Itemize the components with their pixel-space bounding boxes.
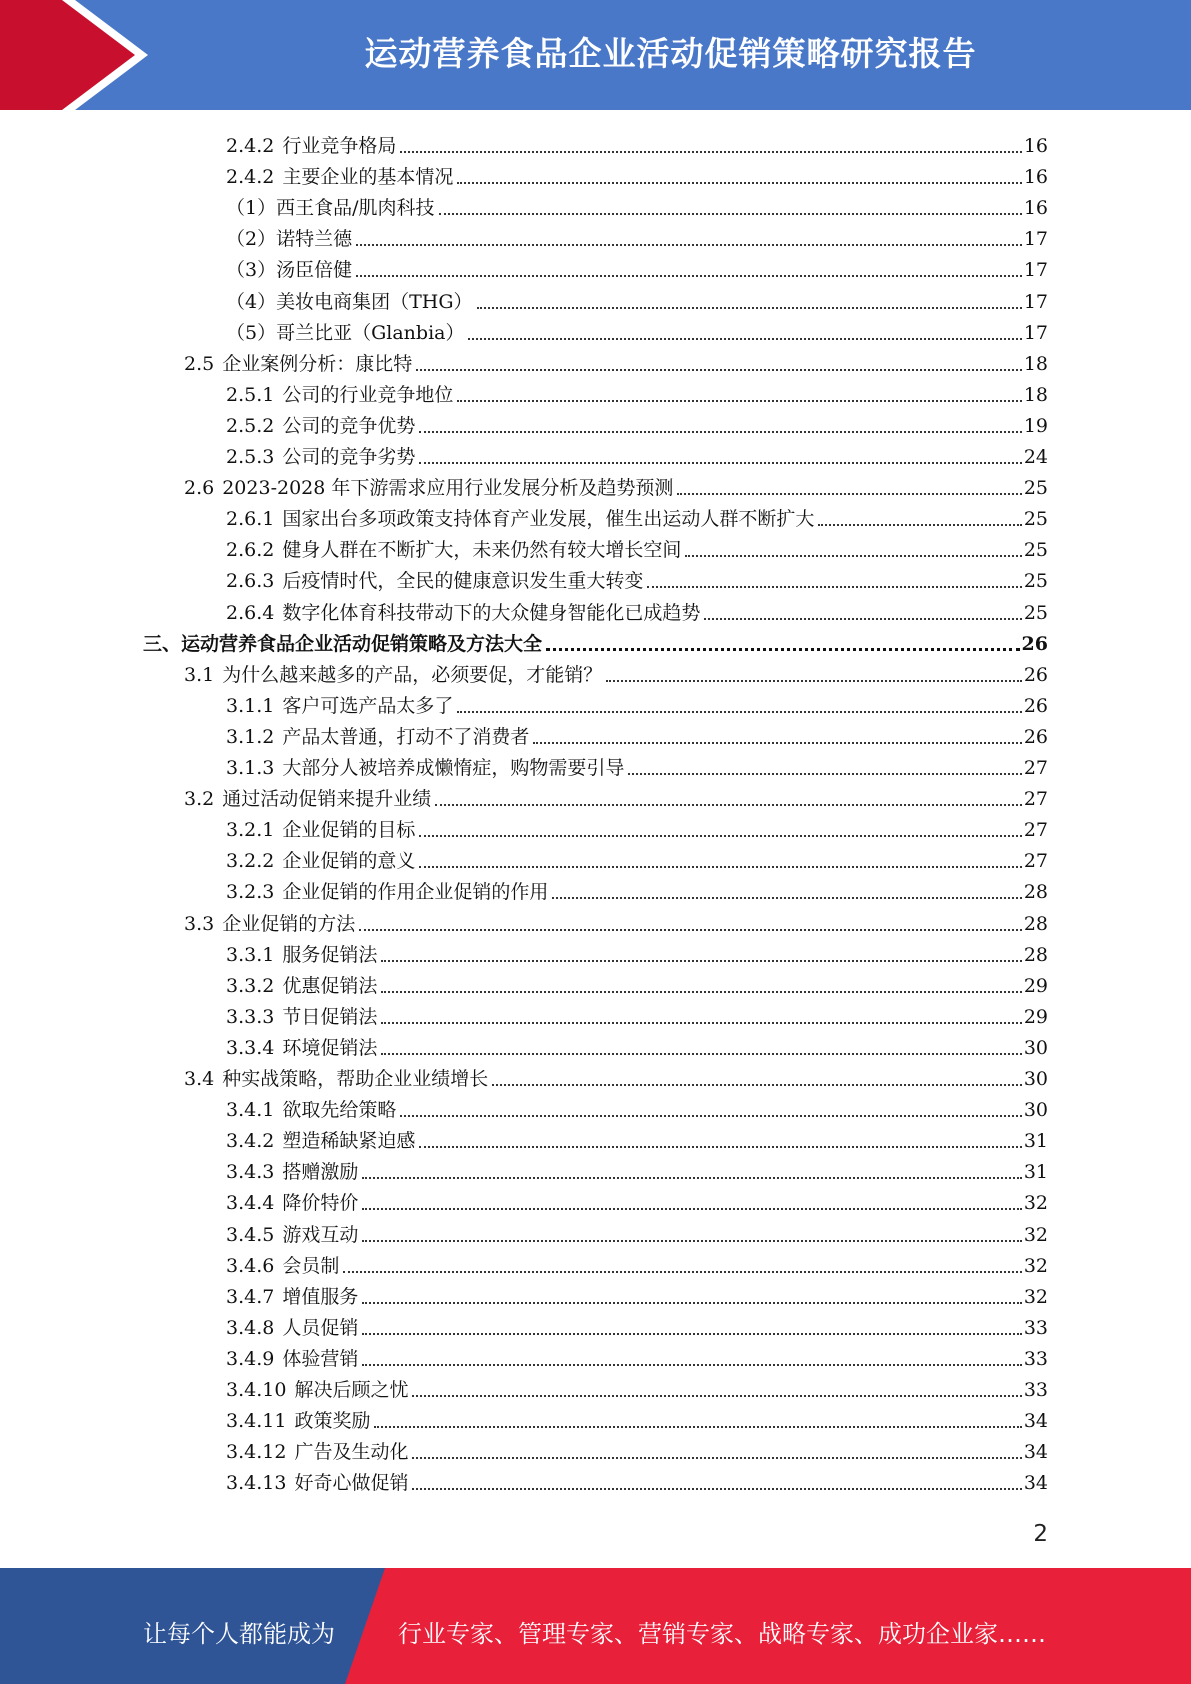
toc-entry[interactable]	[143, 627, 1048, 655]
toc-entry[interactable]	[226, 191, 1048, 219]
toc-entry-number: 2.6.4	[226, 601, 275, 624]
toc-entry-title: 国家出台多项政策支持体育产业发展，催生出运动人群不断扩大	[282, 508, 815, 531]
toc-entry[interactable]	[226, 564, 1048, 592]
toc-entry[interactable]	[226, 1000, 1048, 1028]
page-number: 2	[1033, 1521, 1048, 1547]
toc-entry-title: （4）美妆电商集团（THG）	[226, 290, 473, 313]
toc-entry-title: 环境促销法	[282, 1036, 378, 1059]
toc-entry[interactable]	[226, 844, 1048, 872]
toc-entry[interactable]	[184, 1062, 1048, 1090]
toc-entry-page: 25	[1023, 570, 1048, 593]
toc-entry-page: 18	[1023, 383, 1048, 406]
toc-entry-number: 3.4.8	[226, 1316, 275, 1339]
toc-entry-page: 33	[1023, 1316, 1048, 1339]
toc-dot-leader	[457, 399, 1021, 402]
toc-entry[interactable]	[226, 1280, 1048, 1308]
toc-entry-title: 公司的竞争优势	[282, 414, 416, 437]
toc-entry-title: 健身人群在不断扩大，未来仍然有较大增长空间	[282, 539, 682, 562]
toc-dot-leader	[362, 1301, 1021, 1304]
toc-entry-page: 29	[1023, 974, 1048, 997]
toc-entry-page: 17	[1023, 290, 1048, 313]
report-title: 运动营养食品企业活动促销策略研究报告	[364, 34, 977, 73]
footer-slogan-right: 行业专家、管理专家、营销专家、战略专家、成功企业家……	[398, 1620, 1046, 1648]
toc-entry-page: 34	[1023, 1472, 1048, 1495]
toc-dot-leader	[381, 1052, 1021, 1055]
toc-entry[interactable]	[226, 1155, 1048, 1183]
toc-entry-page: 25	[1023, 539, 1048, 562]
toc-entry-page: 17	[1023, 228, 1048, 251]
toc-entry-page: 33	[1023, 1379, 1048, 1401]
toc-entry-number: 2.5.2	[226, 414, 275, 437]
toc-entry-page: 30	[1023, 1099, 1048, 1122]
toc-dot-leader	[362, 1363, 1021, 1366]
toc-entry[interactable]	[226, 596, 1048, 624]
toc-entry[interactable]	[226, 689, 1048, 717]
toc-entry-number: 3.4.6	[226, 1254, 275, 1277]
header-chevron-decoration	[0, 0, 160, 110]
toc-dot-leader	[412, 1394, 1021, 1397]
toc-dot-leader	[356, 243, 1022, 246]
toc-entry-page: 34	[1023, 1441, 1048, 1464]
toc-entry-page: 34	[1023, 1410, 1048, 1433]
toc-entry[interactable]	[226, 751, 1048, 779]
toc-entry[interactable]	[226, 533, 1048, 561]
toc-entry-number: 3.1.1	[226, 694, 275, 717]
toc-entry-page: 25	[1023, 601, 1048, 624]
toc-dot-leader	[435, 803, 1022, 806]
toc-entry-number: 3.4.2	[226, 1130, 275, 1153]
toc-entry[interactable]	[226, 1342, 1048, 1370]
toc-entry-page: 32	[1023, 1285, 1048, 1308]
toc-entry-title: 数字化体育科技带动下的大众健身智能化已成趋势	[282, 601, 701, 624]
toc-entry[interactable]	[226, 1373, 1048, 1401]
toc-entry-title: 服务促销法	[282, 943, 378, 966]
toc-dot-leader	[457, 181, 1021, 184]
toc-entry-number: 3.3.1	[226, 943, 275, 966]
toc-entry-title: 政策奖励	[294, 1410, 371, 1433]
toc-dot-leader	[374, 1425, 1021, 1428]
toc-entry-number: 2.6.2	[226, 539, 275, 562]
toc-entry[interactable]	[184, 347, 1048, 375]
toc-entry[interactable]	[226, 285, 1048, 313]
toc-entry-page: 24	[1023, 446, 1048, 468]
toc-entry-title: 大部分人被培养成懒惰症，购物需要引导	[282, 757, 625, 779]
toc-entry-page: 27	[1023, 850, 1048, 873]
toc-entry-page: 30	[1023, 1036, 1048, 1059]
toc-entry-page: 28	[1023, 881, 1048, 904]
toc-entry-page: 29	[1023, 1005, 1048, 1028]
toc-entry-number: 3.3.4	[226, 1036, 275, 1059]
toc-dot-leader	[704, 617, 1021, 620]
toc-entry-title: 体验营销	[282, 1347, 359, 1370]
toc-entry[interactable]	[226, 1249, 1048, 1277]
toc-entry-title: 种实战策略，帮助企业业绩增长	[222, 1068, 489, 1090]
toc-entry-page: 25	[1023, 508, 1048, 531]
toc-entry-page: 27	[1023, 788, 1048, 811]
toc-entry-page: 27	[1023, 819, 1048, 842]
toc-entry-title: 企业促销的目标	[282, 819, 416, 842]
toc-entry[interactable]	[226, 502, 1048, 530]
toc-entry[interactable]	[226, 813, 1048, 841]
toc-entry-number: 3.4	[184, 1068, 215, 1090]
toc-entry[interactable]	[226, 440, 1048, 468]
toc-dot-leader	[552, 896, 1021, 899]
toc-dot-leader	[400, 1114, 1021, 1117]
toc-entry-number: 3.4.12	[226, 1441, 287, 1464]
toc-entry-page: 26	[1023, 725, 1048, 748]
toc-entry-title: 企业促销的作用企业促销的作用	[282, 881, 549, 904]
toc-entry-title: 公司的行业竞争地位	[282, 383, 454, 406]
toc-entry-page: 26	[1021, 632, 1048, 655]
toc-entry-title: 广告及生动化	[294, 1441, 409, 1464]
toc-entry[interactable]	[226, 1218, 1048, 1246]
toc-entry-number: 2.5.3	[226, 446, 275, 468]
toc-entry[interactable]	[226, 253, 1048, 281]
toc-entry-page: 28	[1023, 943, 1048, 966]
toc-entry-page: 28	[1023, 912, 1048, 935]
toc-entry-title: 好奇心做促销	[294, 1472, 409, 1495]
toc-entry-page: 32	[1023, 1254, 1048, 1277]
toc-entry-title: 塑造稀缺紧迫感	[282, 1130, 416, 1153]
toc-dot-leader	[381, 990, 1021, 993]
toc-entry[interactable]	[226, 1435, 1048, 1463]
toc-entry-title: 搭赠激励	[282, 1161, 359, 1184]
toc-entry-title: 会员制	[282, 1254, 340, 1277]
toc-entry[interactable]	[226, 969, 1048, 997]
toc-entry-page: 26	[1023, 663, 1048, 686]
toc-entry-page: 32	[1023, 1223, 1048, 1246]
toc-entry[interactable]	[226, 1311, 1048, 1339]
toc-entry-number: 3.2.1	[226, 819, 275, 842]
toc-dot-leader	[439, 212, 1022, 215]
toc-entry-number: 2.6	[184, 477, 215, 500]
toc-entry-page: 30	[1023, 1068, 1048, 1090]
toc-dot-leader	[546, 647, 1020, 651]
toc-entry-page: 33	[1023, 1347, 1048, 1370]
toc-entry-title: 2023-2028 年下游需求应用行业发展分析及趋势预测	[222, 477, 674, 500]
toc-entry-page: 16	[1023, 197, 1048, 220]
toc-entry-number: 3.1.3	[226, 757, 275, 779]
toc-entry-number: 3.2.2	[226, 850, 275, 873]
toc-entry-number: 3.4.3	[226, 1161, 275, 1184]
toc-entry-page: 32	[1023, 1192, 1048, 1215]
toc-entry[interactable]	[226, 378, 1048, 406]
toc-entry-title: 三、运动营养食品企业活动促销策略及方法大全	[143, 632, 543, 655]
toc-entry-page: 16	[1023, 166, 1048, 189]
toc-entry-number: 3.4.10	[226, 1379, 287, 1401]
toc-entry-page: 17	[1023, 321, 1048, 344]
page-footer	[0, 1568, 1191, 1684]
toc-dot-leader	[419, 430, 1021, 433]
toc-entry-title: 节日促销法	[282, 1005, 378, 1028]
toc-entry[interactable]	[226, 1031, 1048, 1059]
toc-dot-leader	[419, 1145, 1021, 1148]
toc-entry-title: 企业促销的意义	[282, 850, 416, 873]
toc-dot-leader	[362, 1332, 1021, 1335]
toc-entry-number: 3.3.3	[226, 1005, 275, 1028]
toc-dot-leader	[468, 337, 1021, 340]
toc-entry-title: （1）西王食品/肌肉科技	[226, 197, 435, 220]
toc-entry[interactable]	[226, 1124, 1048, 1152]
toc-entry-page: 19	[1023, 414, 1048, 437]
toc-entry[interactable]	[184, 782, 1048, 810]
toc-entry-title: 解决后顾之忧	[294, 1379, 409, 1401]
toc-entry-title: 产品太普通，打动不了消费者	[282, 725, 530, 748]
toc-entry-page: 31	[1023, 1161, 1048, 1184]
toc-entry-page: 17	[1023, 259, 1048, 282]
toc-entry-title: 公司的竞争劣势	[282, 446, 416, 468]
toc-entry[interactable]	[226, 222, 1048, 250]
toc-dot-leader	[381, 959, 1021, 962]
toc-dot-leader	[362, 1239, 1021, 1242]
toc-entry-title: 增值服务	[282, 1285, 359, 1308]
toc-entry-page: 27	[1023, 757, 1048, 779]
toc-entry-number: 3.3.2	[226, 974, 275, 997]
toc-dot-leader	[416, 368, 1022, 371]
toc-entry[interactable]	[226, 1186, 1048, 1214]
toc-entry-title: （3）汤臣倍健	[226, 259, 353, 282]
toc-entry-page: 31	[1023, 1130, 1048, 1153]
toc-dot-leader	[419, 865, 1021, 868]
toc-entry-number: 3.1.2	[226, 725, 275, 748]
toc-dot-leader	[362, 1207, 1021, 1210]
toc-entry-title: 通过活动促销来提升业绩	[222, 788, 432, 811]
toc-entry-number: 2.6.1	[226, 508, 275, 531]
toc-entry-title: （2）诺特兰德	[226, 228, 353, 251]
toc-dot-leader	[412, 1487, 1021, 1490]
toc-dot-leader	[343, 1270, 1021, 1273]
toc-dot-leader	[477, 306, 1022, 309]
toc-entry[interactable]	[226, 875, 1048, 903]
toc-entry[interactable]	[226, 129, 1048, 157]
toc-dot-leader	[677, 492, 1021, 495]
toc-entry-title: 欲取先给策略	[282, 1099, 397, 1122]
toc-entry-number: 2.5	[184, 352, 215, 375]
toc-entry[interactable]	[226, 1093, 1048, 1121]
toc-dot-leader	[359, 928, 1022, 931]
toc-entry-number: 3.1	[184, 663, 215, 686]
toc-entry-number: 3.2.3	[226, 881, 275, 904]
toc-entry-title: 企业促销的方法	[222, 912, 356, 935]
toc-entry[interactable]	[184, 907, 1048, 935]
toc-dot-leader	[419, 461, 1021, 464]
toc-dot-leader	[381, 1021, 1021, 1024]
toc-entry[interactable]	[226, 720, 1048, 748]
page-header	[0, 0, 1191, 110]
toc-dot-leader	[647, 585, 1021, 588]
toc-entry-title: （5）哥兰比亚（Glanbia）	[226, 321, 465, 344]
toc-entry-title: 人员促销	[282, 1316, 359, 1339]
toc-entry-title: 行业竞争格局	[282, 135, 397, 157]
toc-entry-page: 26	[1023, 694, 1048, 717]
toc-entry[interactable]	[184, 471, 1048, 499]
toc-entry-page: 18	[1023, 352, 1048, 375]
toc-dot-leader	[685, 554, 1021, 557]
toc-entry-title: 优惠促销法	[282, 974, 378, 997]
toc-dot-leader	[400, 150, 1021, 153]
toc-entry-title: 客户可选产品太多了	[282, 694, 454, 717]
toc-entry[interactable]	[226, 1404, 1048, 1432]
toc-dot-leader	[457, 710, 1021, 713]
toc-dot-leader	[412, 1456, 1021, 1459]
toc-entry-number: 3.4.13	[226, 1472, 287, 1495]
toc-dot-leader	[356, 274, 1022, 277]
toc-entry-title: 后疫情时代，全民的健康意识发生重大转变	[282, 570, 644, 593]
toc-entry-number: 3.4.11	[226, 1410, 287, 1433]
toc-entry-number: 2.4.2	[226, 166, 275, 189]
toc-entry-number: 3.4.7	[226, 1285, 275, 1308]
toc-entry-title: 主要企业的基本情况	[282, 166, 454, 189]
toc-entry-title: 为什么越来越多的产品，必须要促，才能销？	[222, 663, 603, 686]
toc-dot-leader	[628, 772, 1021, 775]
footer-slogan-left: 让每个人都能成为	[143, 1620, 335, 1648]
toc-dot-leader	[492, 1083, 1022, 1086]
toc-dot-leader	[362, 1176, 1021, 1179]
toc-entry[interactable]	[184, 658, 1048, 686]
toc-entry[interactable]	[226, 409, 1048, 437]
toc-entry-number: 3.3	[184, 912, 215, 935]
toc-entry-number: 2.5.1	[226, 383, 275, 406]
toc-dot-leader	[533, 741, 1021, 744]
toc-entry-number: 3.4.5	[226, 1223, 275, 1246]
toc-entry[interactable]	[226, 938, 1048, 966]
toc-entry[interactable]	[226, 316, 1048, 344]
toc-entry-title: 游戏互动	[282, 1223, 359, 1246]
toc-entry[interactable]	[226, 160, 1048, 188]
toc-entry-number: 2.4.2	[226, 135, 275, 157]
toc-entry-title: 降价特价	[282, 1192, 359, 1215]
toc-entry-number: 3.2	[184, 788, 215, 811]
toc-dot-leader	[606, 679, 1022, 682]
toc-entry-page: 25	[1023, 477, 1048, 500]
toc-dot-leader	[419, 834, 1021, 837]
toc-entry-number: 3.4.4	[226, 1192, 275, 1215]
toc-entry-page: 16	[1023, 135, 1048, 157]
toc-entry-title: 企业案例分析：康比特	[222, 352, 413, 375]
toc-dot-leader	[818, 523, 1021, 526]
toc-entry[interactable]	[226, 1466, 1048, 1494]
toc-entry-number: 3.4.9	[226, 1347, 275, 1370]
toc-entry-number: 2.6.3	[226, 570, 275, 593]
toc-entry-number: 3.4.1	[226, 1099, 275, 1122]
